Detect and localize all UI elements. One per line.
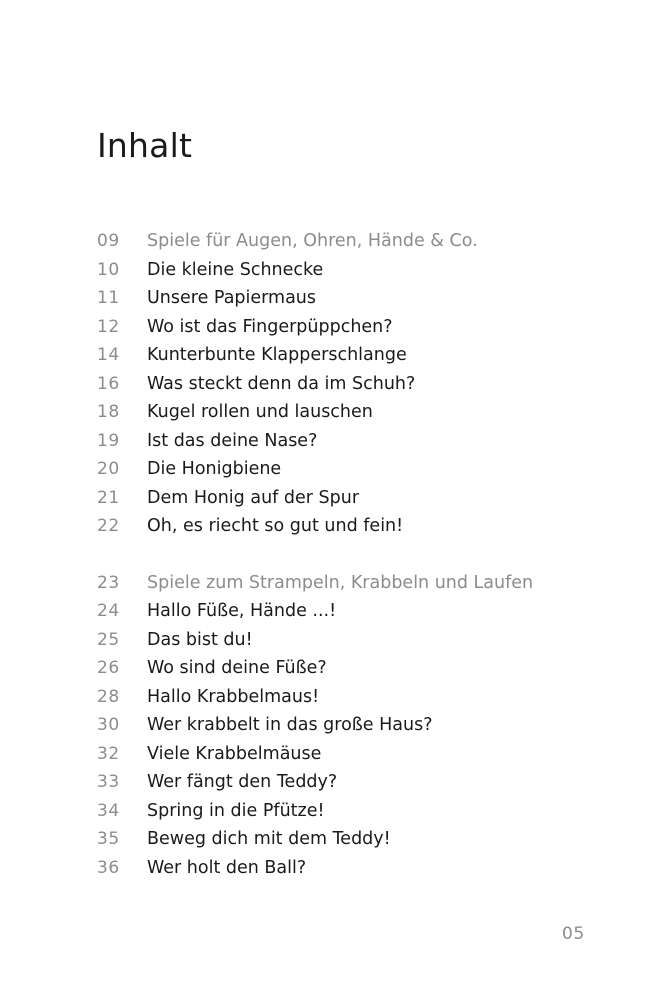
toc-entry-title: Viele Krabbelmäuse bbox=[147, 743, 322, 764]
toc-entry bbox=[97, 284, 597, 313]
table-of-contents bbox=[97, 227, 597, 882]
toc-entry bbox=[97, 427, 597, 456]
toc-entry bbox=[97, 341, 597, 370]
toc-section-title: Spiele zum Strampeln, Krabbeln und Laufen bbox=[147, 572, 534, 593]
toc-entry bbox=[97, 313, 597, 342]
toc-entry-title: Das bist du! bbox=[147, 629, 253, 650]
toc-page-number: 09 bbox=[97, 231, 120, 251]
toc-page-number: 32 bbox=[97, 743, 120, 764]
toc-section bbox=[97, 227, 597, 541]
toc-entry bbox=[97, 512, 597, 541]
toc-section-heading bbox=[97, 569, 597, 598]
toc-entry bbox=[97, 711, 597, 740]
toc-page-number: 25 bbox=[97, 629, 120, 650]
toc-page-number: 19 bbox=[97, 430, 120, 451]
toc-entry-title: Kugel rollen und lauschen bbox=[147, 402, 373, 422]
toc-page-number: 21 bbox=[97, 487, 120, 508]
toc-entry-title: Spring in die Pfütze! bbox=[147, 800, 325, 821]
toc-entry-title: Hallo Krabbelmaus! bbox=[147, 686, 320, 707]
toc-page-number: 18 bbox=[97, 402, 120, 422]
toc-page-number: 22 bbox=[97, 516, 120, 536]
toc-entry bbox=[97, 740, 597, 769]
page-number: 05 bbox=[562, 924, 585, 944]
toc-entry bbox=[97, 256, 597, 285]
page-title: Inhalt bbox=[97, 126, 193, 165]
toc-entry-title: Dem Honig auf der Spur bbox=[147, 487, 360, 508]
toc-page-number: 10 bbox=[97, 259, 120, 280]
toc-entry-title: Beweg dich mit dem Teddy! bbox=[147, 829, 391, 849]
toc-entry-title: Kunterbunte Klapperschlange bbox=[147, 345, 407, 365]
toc-section-heading bbox=[97, 227, 597, 256]
toc-entry-title: Hallo Füße, Hände ...! bbox=[147, 601, 337, 621]
toc-entry bbox=[97, 854, 597, 883]
toc-page-number: 34 bbox=[97, 800, 120, 821]
toc-entry bbox=[97, 797, 597, 826]
toc-entry-title: Oh, es riecht so gut und fein! bbox=[147, 516, 404, 536]
toc-entry-title: Die kleine Schnecke bbox=[147, 259, 324, 280]
toc-page-number: 35 bbox=[97, 829, 120, 849]
toc-entry-title: Ist das deine Nase? bbox=[147, 430, 318, 451]
toc-entry-title: Die Honigbiene bbox=[147, 459, 282, 479]
toc-entry-title: Wo ist das Fingerpüppchen? bbox=[147, 316, 393, 337]
toc-page-number: 30 bbox=[97, 715, 120, 735]
toc-entry bbox=[97, 654, 597, 683]
toc-section-title: Spiele für Augen, Ohren, Hände & Co. bbox=[147, 231, 478, 251]
toc-entry bbox=[97, 597, 597, 626]
toc-page-number: 36 bbox=[97, 857, 120, 878]
toc-entry bbox=[97, 683, 597, 712]
toc-page-number: 28 bbox=[97, 686, 120, 707]
toc-page-number: 14 bbox=[97, 345, 120, 365]
toc-section bbox=[97, 569, 597, 883]
toc-entry bbox=[97, 484, 597, 513]
toc-entry-title: Was steckt denn da im Schuh? bbox=[147, 373, 416, 394]
toc-entry bbox=[97, 370, 597, 399]
toc-entry bbox=[97, 825, 597, 854]
toc-page-number: 12 bbox=[97, 316, 120, 337]
toc-entry bbox=[97, 626, 597, 655]
toc-page-number: 20 bbox=[97, 459, 120, 479]
toc-entry-title: Wer fängt den Teddy? bbox=[147, 772, 338, 792]
toc-entry-title: Wer holt den Ball? bbox=[147, 857, 307, 878]
toc-page-number: 33 bbox=[97, 772, 120, 792]
toc-entry bbox=[97, 768, 597, 797]
toc-entry-title: Unsere Papiermaus bbox=[147, 288, 317, 308]
toc-page-number: 11 bbox=[97, 288, 120, 308]
toc-entry-title: Wo sind deine Füße? bbox=[147, 658, 327, 678]
toc-page-number: 23 bbox=[97, 572, 120, 593]
toc-entry-title: Wer krabbelt in das große Haus? bbox=[147, 715, 433, 735]
toc-page-number: 24 bbox=[97, 601, 120, 621]
toc-page-number: 26 bbox=[97, 658, 120, 678]
toc-entry bbox=[97, 398, 597, 427]
toc-page-number: 16 bbox=[97, 373, 120, 394]
toc-entry bbox=[97, 455, 597, 484]
